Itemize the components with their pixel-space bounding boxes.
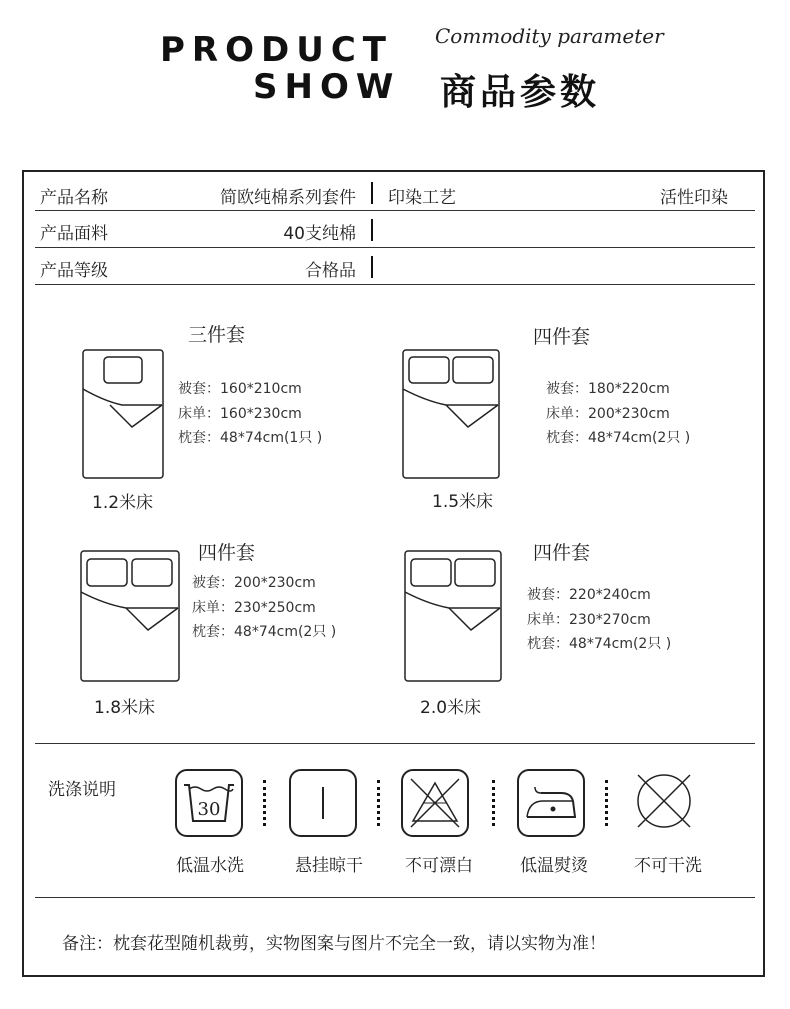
table-row-divider [35, 247, 755, 248]
spec-value-name: 简欧纯棉系列套件 [220, 188, 356, 208]
set-title: 四件套 [533, 542, 591, 564]
set-title: 四件套 [533, 326, 591, 348]
spec-value-grade: 合格品 [305, 261, 356, 281]
iron-low-icon [517, 769, 585, 837]
wash-30-icon [175, 769, 243, 837]
spec-line: 被套：180*220cm [546, 381, 670, 397]
header-cn-title: 商品参数 [440, 72, 601, 113]
bed-diagram-icon [402, 349, 500, 479]
care-label-wash: 低温水洗 [176, 856, 244, 876]
spec-line: 床单：160*230cm [178, 405, 302, 422]
care-title: 洗涤说明 [48, 780, 116, 800]
no-bleach-icon [401, 769, 469, 837]
spec-line: 床单：230*270cm [527, 611, 651, 628]
spec-value-print: 活性印染 [660, 188, 728, 208]
spec-value-fabric: 40支纯棉 [283, 224, 356, 244]
spec-line: 枕套：48*74cm(2只 ) [527, 636, 672, 652]
spec-label-print: 印染工艺 [388, 188, 456, 208]
bed-diagram-icon [80, 550, 180, 682]
section-divider [35, 743, 755, 744]
care-label-dryclean: 不可干洗 [634, 856, 702, 876]
size-spec-list [178, 377, 322, 451]
bed-diagram-icon [82, 349, 164, 479]
care-label-hang: 悬挂晾干 [295, 856, 363, 876]
table-row-divider [35, 284, 755, 285]
spec-divider [371, 182, 373, 204]
size-spec-list [527, 583, 671, 657]
spec-line: 被套：220*240cm [527, 587, 651, 603]
header-title-line2: SHOW [253, 67, 401, 107]
spec-label-fabric: 产品面料 [40, 224, 108, 244]
bed-diagram-icon [404, 550, 502, 682]
care-separator [605, 780, 611, 826]
section-divider [35, 897, 755, 898]
size-spec-list [192, 571, 336, 645]
care-separator [377, 780, 383, 826]
spec-line: 床单：230*250cm [192, 599, 316, 616]
wash-temp: 30 [197, 799, 221, 820]
care-separator [263, 780, 269, 826]
spec-line: 被套：200*230cm [192, 575, 316, 591]
header-script-subtitle: Commodity parameter [435, 24, 664, 48]
bed-size-label: 1.5米床 [432, 492, 494, 512]
bed-size-label: 1.2米床 [92, 493, 154, 513]
size-spec-list [546, 377, 690, 451]
hang-dry-icon [289, 769, 357, 837]
spec-divider [371, 219, 373, 241]
spec-line: 枕套：48*74cm(1只 ) [178, 430, 323, 446]
spec-line: 床单：200*230cm [546, 405, 670, 422]
table-row-divider [35, 210, 755, 211]
spec-line: 被套：160*210cm [178, 381, 302, 397]
care-label-iron: 低温熨烫 [520, 856, 588, 876]
spec-divider [371, 256, 373, 278]
care-separator [492, 780, 498, 826]
spec-label-name: 产品名称 [40, 188, 108, 208]
no-dryclean-icon [630, 766, 698, 836]
set-title: 三件套 [188, 324, 246, 346]
remark-note: 备注：枕套花型随机裁剪，实物图案与图片不完全一致，请以实物为准！ [62, 934, 606, 954]
spec-label-grade: 产品等级 [40, 261, 108, 281]
bed-size-label: 1.8米床 [94, 698, 156, 718]
spec-line: 枕套：48*74cm(2只 ) [546, 430, 691, 446]
spec-line: 枕套：48*74cm(2只 ) [192, 624, 337, 640]
care-label-bleach: 不可漂白 [405, 856, 473, 876]
bed-size-label: 2.0米床 [420, 698, 482, 718]
set-title: 四件套 [198, 542, 256, 564]
header-title-line1: PRODUCT [160, 30, 393, 70]
